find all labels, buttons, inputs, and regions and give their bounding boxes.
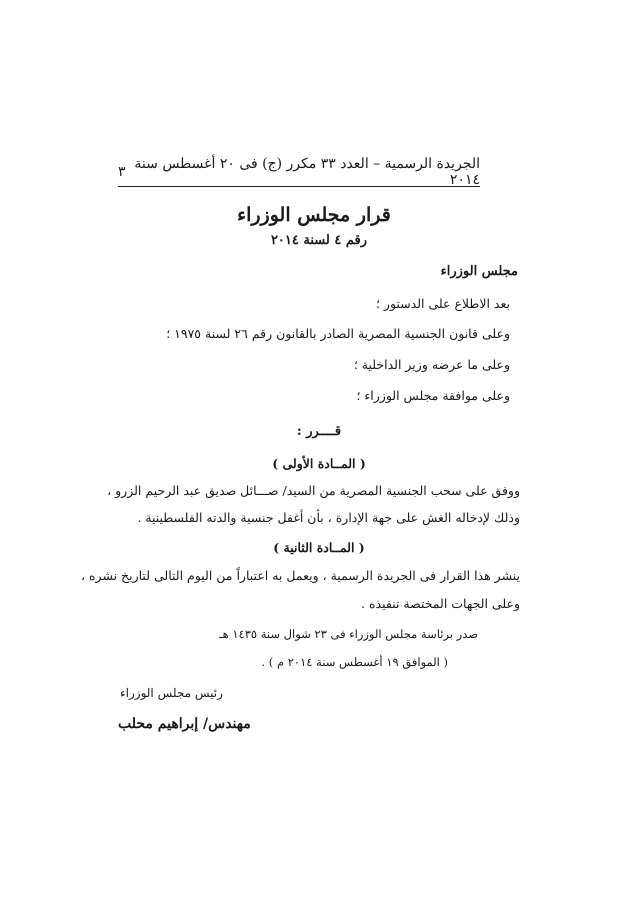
article-1-line: وذلك لإدخاله الغش على جهة الإدارة ، بأن أغفل جنسية والدته الفلسطينية . [137, 510, 520, 525]
signatory-name: مهندس/ إبراهيم محلب [118, 716, 251, 732]
page-number: ٣ [118, 164, 126, 180]
preamble-line: وعلى موافقة مجلس الوزراء ؛ [356, 388, 510, 403]
preamble-line: بعد الاطلاع على الدستور ؛ [375, 296, 510, 311]
issuing-body: مجلس الوزراء [440, 264, 518, 279]
header-divider [118, 186, 480, 187]
article-1-line: ووفق على سحب الجنسية المصرية من السيد/ صـــائل صديق عبد الرحيم الزرو ، [107, 483, 520, 498]
page-header [118, 156, 480, 188]
header-title: الجريدة الرسمية – العدد ٣٣ مكرر (ج) فى ٢٠ أغسطس سنة ٢٠١٤ [134, 156, 480, 188]
decree-number: رقم ٤ لسنة ٢٠١٤ [270, 233, 368, 248]
decided-heading: قــــرر : [296, 424, 342, 439]
signatory-role: رئيس مجلس الوزراء [120, 686, 223, 700]
article-2-heading: ( المــادة الثانية ) [273, 540, 365, 555]
article-2-line: وعلى الجهات المختصة تنفيذه . [361, 596, 520, 611]
article-2-line: ينشر هذا القرار فى الجريدة الرسمية ، ويعمل به اعتباراً من اليوم التالى لتاريخ نشره ، [80, 568, 520, 583]
issued-date-gregorian: ( الموافق ١٩ أغسطس سنة ٢٠١٤ م ) . [261, 655, 448, 669]
preamble-line: وعلى ما عرضه وزير الداخلية ؛ [353, 357, 510, 372]
article-1-heading: ( المــادة الأولى ) [272, 456, 366, 471]
preamble-line: وعلى قانون الجنسية المصرية الصادر بالقانون رقم ٢٦ لسنة ١٩٧٥ ؛ [166, 326, 510, 341]
decree-title: قرار مجلس الوزراء [237, 204, 391, 226]
issued-date-hijri: صدر برئاسة مجلس الوزراء فى ٢٣ شوال سنة ١٤٣٥ هـ [219, 627, 478, 641]
